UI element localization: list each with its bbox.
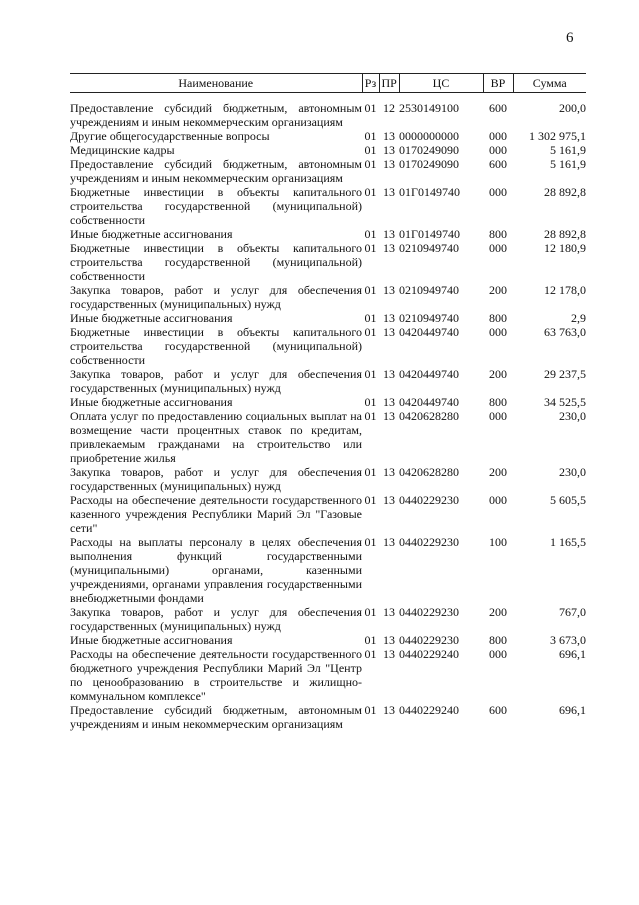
row-pr: 13 <box>383 493 395 507</box>
row-rz: 01 <box>364 227 377 241</box>
row-pr: 13 <box>383 185 395 199</box>
row-cs: 0440229230 <box>399 605 459 619</box>
row-cs: 0210949740 <box>399 241 459 255</box>
row-vr: 200 <box>489 283 507 297</box>
table-row <box>70 325 586 367</box>
row-rz: 01 <box>364 647 377 661</box>
row-rz: 01 <box>364 325 377 339</box>
table-row <box>70 129 586 143</box>
row-vr: 000 <box>489 409 507 423</box>
row-sum: 28 892,8 <box>544 227 586 241</box>
row-pr: 13 <box>383 395 395 409</box>
row-name: Иные бюджетные ассигнования <box>70 227 233 241</box>
header-pr: ПР <box>379 74 399 93</box>
row-vr: 800 <box>489 395 507 409</box>
row-rz: 01 <box>364 535 377 549</box>
row-rz: 01 <box>364 633 377 647</box>
row-sum: 200,0 <box>559 101 586 115</box>
row-vr: 200 <box>489 605 507 619</box>
row-pr: 13 <box>383 143 395 157</box>
table-row <box>70 465 586 493</box>
header-cs: ЦС <box>399 74 483 93</box>
row-sum: 5 161,9 <box>550 157 586 171</box>
row-sum: 230,0 <box>559 409 586 423</box>
row-sum: 12 178,0 <box>544 283 586 297</box>
budget-table <box>70 73 586 731</box>
row-pr: 13 <box>383 633 395 647</box>
row-sum: 5 605,5 <box>550 493 586 507</box>
table-row <box>70 535 586 605</box>
row-name: Бюджетные инвестиции в объекты капитального строительства государственной (муниципальной) собственности <box>70 241 362 283</box>
row-pr: 13 <box>383 227 395 241</box>
table-row <box>70 93 586 130</box>
row-pr: 13 <box>383 325 395 339</box>
row-sum: 34 525,5 <box>544 395 586 409</box>
row-sum: 1 165,5 <box>550 535 586 549</box>
table-row <box>70 283 586 311</box>
row-sum: 696,1 <box>559 703 586 717</box>
row-pr: 12 <box>383 101 395 115</box>
row-cs: 01Г0149740 <box>399 185 460 199</box>
row-pr: 13 <box>383 283 395 297</box>
row-pr: 13 <box>383 129 395 143</box>
row-cs: 0440229240 <box>399 703 459 717</box>
row-name: Расходы на обеспечение деятельности государственного бюджетного учреждения Республики Марий Эл "Центр по ценообразованию в строительстве и жилищно-коммунальном комплексе" <box>70 647 362 703</box>
row-rz: 01 <box>364 703 377 717</box>
table-row <box>70 395 586 409</box>
header-name: Наименование <box>70 74 362 93</box>
row-cs: 0210949740 <box>399 311 459 325</box>
row-cs: 0420628280 <box>399 465 459 479</box>
row-name: Бюджетные инвестиции в объекты капитального строительства государственной (муниципальной) собственности <box>70 325 362 367</box>
row-sum: 12 180,9 <box>544 241 586 255</box>
row-vr: 600 <box>489 157 507 171</box>
row-vr: 200 <box>489 367 507 381</box>
row-name: Расходы на выплаты персоналу в целях обеспечения выполнения функций государственными (муниципальными) органами, казенными учреждениями, органами управления государственными внебюджетными фондами <box>70 535 362 605</box>
row-vr: 000 <box>489 185 507 199</box>
row-name: Оплата услуг по предоставлению социальных выплат на возмещение части процентных ставок по кредитам, привлекаемым гражданами на строительство или приобретение жилья <box>70 409 362 465</box>
row-cs: 2530149100 <box>399 101 459 115</box>
row-name: Предоставление субсидий бюджетным, автономным учреждениям и иным некоммерческим организациям <box>70 101 362 129</box>
row-name: Предоставление субсидий бюджетным, автономным учреждениям и иным некоммерческим организациям <box>70 703 362 731</box>
row-cs: 0420628280 <box>399 409 459 423</box>
row-rz: 01 <box>364 241 377 255</box>
row-name: Закупка товаров, работ и услуг для обеспечения государственных (муниципальных) нужд <box>70 367 362 395</box>
row-rz: 01 <box>364 409 377 423</box>
row-vr: 800 <box>489 311 507 325</box>
row-name: Иные бюджетные ассигнования <box>70 395 233 409</box>
table-row <box>70 647 586 703</box>
table-row <box>70 633 586 647</box>
row-rz: 01 <box>364 157 377 171</box>
header-sum: Сумма <box>513 74 586 93</box>
table-row <box>70 157 586 185</box>
table-row <box>70 241 586 283</box>
row-vr: 000 <box>489 647 507 661</box>
row-pr: 13 <box>383 703 395 717</box>
row-vr: 600 <box>489 101 507 115</box>
table-row <box>70 227 586 241</box>
row-sum: 28 892,8 <box>544 185 586 199</box>
row-rz: 01 <box>364 129 377 143</box>
row-pr: 13 <box>383 241 395 255</box>
row-cs: 0440229230 <box>399 535 459 549</box>
row-pr: 13 <box>383 157 395 171</box>
row-pr: 13 <box>383 311 395 325</box>
row-name: Расходы на обеспечение деятельности государственного казенного учреждения Республики Марий Эл "Газовые сети" <box>70 493 362 535</box>
row-sum: 29 237,5 <box>544 367 586 381</box>
row-name: Предоставление субсидий бюджетным, автономным учреждениям и иным некоммерческим организациям <box>70 157 362 185</box>
table-row <box>70 493 586 535</box>
row-name: Медицинские кадры <box>70 143 175 157</box>
row-cs: 0170249090 <box>399 157 459 171</box>
header-vr: ВР <box>483 74 513 93</box>
row-vr: 600 <box>489 703 507 717</box>
row-name: Бюджетные инвестиции в объекты капитального строительства государственной (муниципальной) собственности <box>70 185 362 227</box>
row-sum: 230,0 <box>559 465 586 479</box>
row-cs: 0420449740 <box>399 395 459 409</box>
row-pr: 13 <box>383 409 395 423</box>
row-rz: 01 <box>364 493 377 507</box>
row-sum: 3 673,0 <box>550 633 586 647</box>
table-row <box>70 367 586 395</box>
row-vr: 000 <box>489 325 507 339</box>
table-row <box>70 409 586 465</box>
row-rz: 01 <box>364 395 377 409</box>
row-rz: 01 <box>364 367 377 381</box>
row-vr: 100 <box>489 535 507 549</box>
table-row <box>70 185 586 227</box>
row-vr: 000 <box>489 129 507 143</box>
table-row <box>70 311 586 325</box>
row-name: Иные бюджетные ассигнования <box>70 633 233 647</box>
row-cs: 01Г0149740 <box>399 227 460 241</box>
row-name: Другие общегосударственные вопросы <box>70 129 270 143</box>
row-vr: 000 <box>489 241 507 255</box>
row-pr: 13 <box>383 465 395 479</box>
row-cs: 0210949740 <box>399 283 459 297</box>
row-name: Закупка товаров, работ и услуг для обеспечения государственных (муниципальных) нужд <box>70 465 362 493</box>
row-sum: 63 763,0 <box>544 325 586 339</box>
row-vr: 000 <box>489 493 507 507</box>
page-number: 6 <box>566 30 574 46</box>
row-cs: 0420449740 <box>399 325 459 339</box>
row-rz: 01 <box>364 143 377 157</box>
row-sum: 1 302 975,1 <box>529 129 586 143</box>
row-vr: 000 <box>489 143 507 157</box>
row-pr: 13 <box>383 367 395 381</box>
row-cs: 0000000000 <box>399 129 459 143</box>
row-vr: 800 <box>489 633 507 647</box>
row-sum: 2,9 <box>571 311 586 325</box>
table-row <box>70 143 586 157</box>
row-vr: 200 <box>489 465 507 479</box>
row-sum: 696,1 <box>559 647 586 661</box>
row-pr: 13 <box>383 535 395 549</box>
row-rz: 01 <box>364 311 377 325</box>
row-cs: 0170249090 <box>399 143 459 157</box>
row-rz: 01 <box>364 185 377 199</box>
row-rz: 01 <box>364 101 377 115</box>
row-vr: 800 <box>489 227 507 241</box>
table-header <box>70 74 586 93</box>
row-rz: 01 <box>364 283 377 297</box>
row-sum: 5 161,9 <box>550 143 586 157</box>
row-name: Закупка товаров, работ и услуг для обеспечения государственных (муниципальных) нужд <box>70 605 362 633</box>
row-rz: 01 <box>364 605 377 619</box>
row-cs: 0420449740 <box>399 367 459 381</box>
row-cs: 0440229240 <box>399 647 459 661</box>
row-sum: 767,0 <box>559 605 586 619</box>
row-cs: 0440229230 <box>399 633 459 647</box>
table-row <box>70 703 586 731</box>
row-pr: 13 <box>383 647 395 661</box>
table-row <box>70 605 586 633</box>
row-pr: 13 <box>383 605 395 619</box>
row-name: Закупка товаров, работ и услуг для обеспечения государственных (муниципальных) нужд <box>70 283 362 311</box>
table-body <box>70 93 586 732</box>
row-rz: 01 <box>364 465 377 479</box>
row-cs: 0440229230 <box>399 493 459 507</box>
header-rz: Рз <box>362 74 379 93</box>
row-name: Иные бюджетные ассигнования <box>70 311 233 325</box>
